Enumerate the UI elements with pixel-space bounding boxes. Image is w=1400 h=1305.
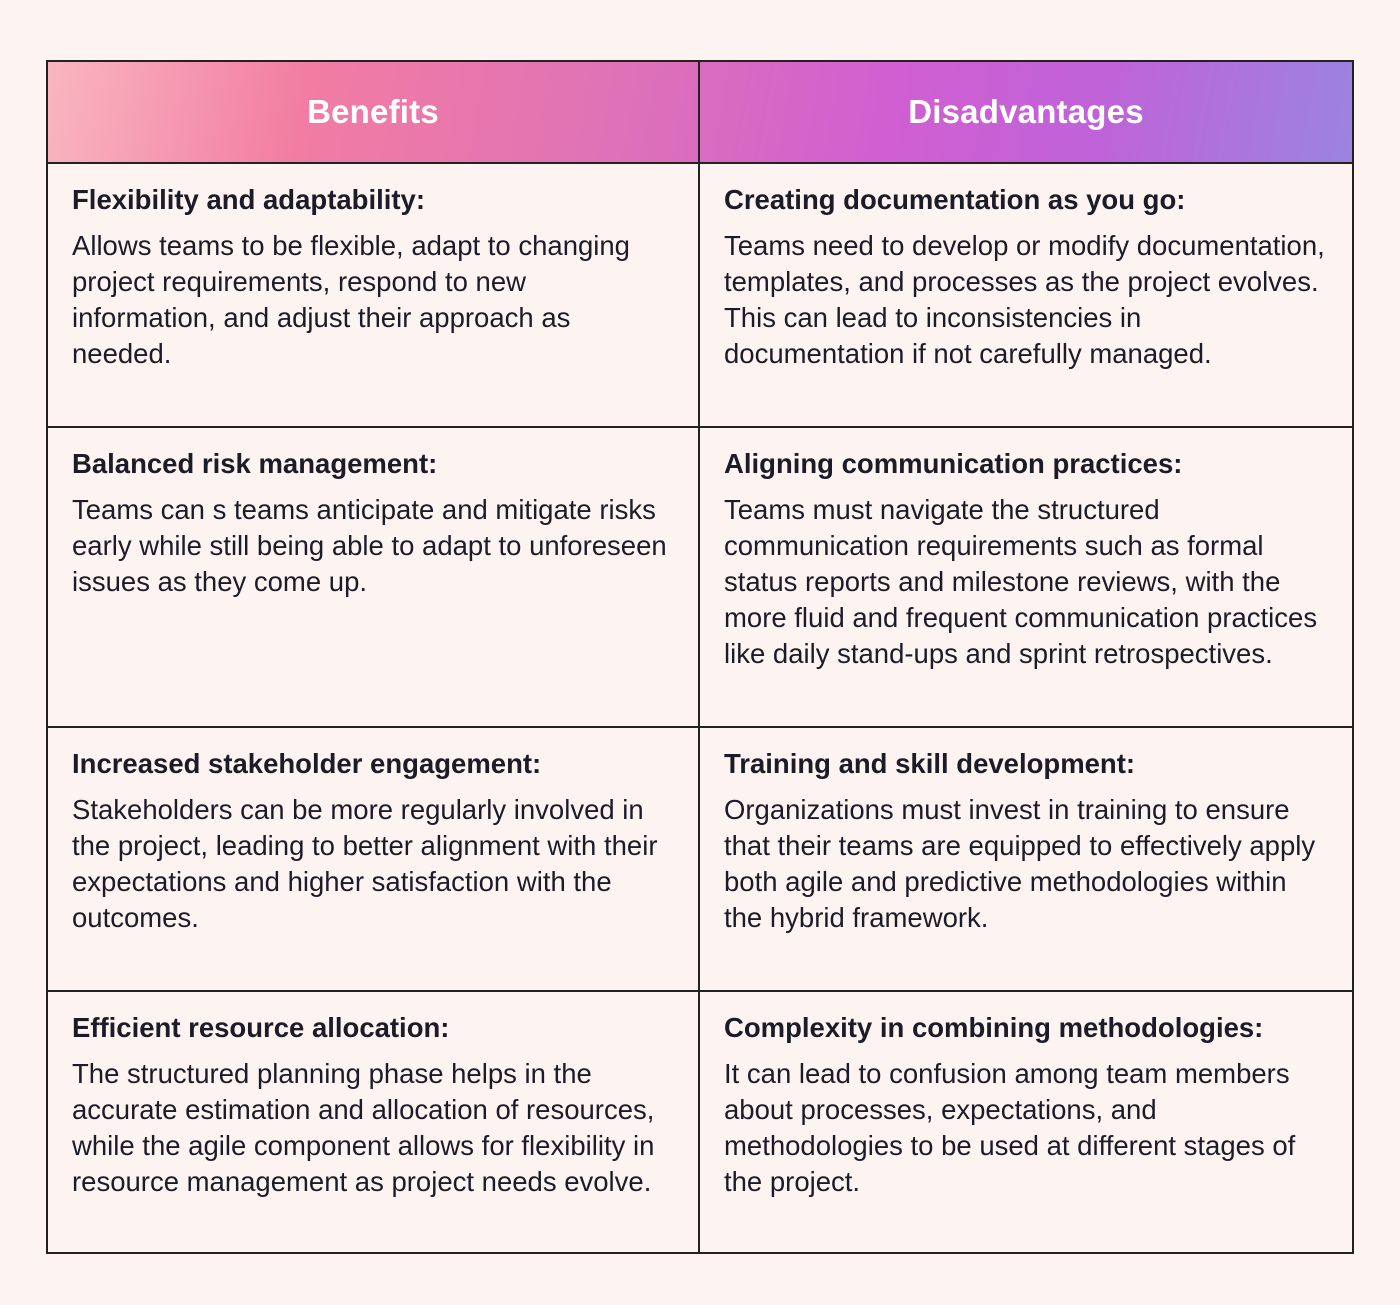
benefit-title: Efficient resource allocation:: [72, 1012, 450, 1043]
table-row: [48, 992, 1352, 1252]
disadvantage-cell: [700, 992, 1352, 1252]
disadvantage-title: Creating documentation as you go:: [724, 184, 1186, 215]
disadvantage-text: It can lead to confusion among team members about processes, expectations, and methodologies to be used at different stages of the project.: [724, 1058, 1296, 1197]
disadvantage-text: Teams need to develop or modify documentation, templates, and processes as the project evolves. This can lead to inconsistencies in documentation if not carefully managed.: [724, 230, 1325, 369]
disadvantage-text: Organizations must invest in training to ensure that their teams are equipped to effectively apply both agile and predictive methodologies within the hybrid framework.: [724, 794, 1316, 933]
disadvantage-cell: [700, 728, 1352, 990]
benefit-title: Increased stakeholder engagement:: [72, 748, 542, 779]
benefit-text: Stakeholders can be more regularly involved in the project, leading to better alignment with their expectations and higher satisfaction with the outcomes.: [72, 794, 658, 933]
table-row: [48, 428, 1352, 728]
benefit-title: Flexibility and adaptability:: [72, 184, 425, 215]
disadvantage-text: Teams must navigate the structured communication requirements such as formal status reports and milestone reviews, with the more fluid and frequent communication practices like daily stand-ups and sprint retrospectives.: [724, 494, 1318, 669]
benefit-cell: [48, 992, 700, 1252]
header-benefits: Benefits: [48, 62, 700, 162]
benefit-text: Teams can s teams anticipate and mitigate risks early while still being able to adapt to unforeseen issues as they come up.: [72, 494, 667, 597]
benefit-cell: [48, 164, 700, 426]
benefit-title: Balanced risk management:: [72, 448, 438, 479]
table-row: [48, 728, 1352, 992]
comparison-table: [46, 60, 1354, 1254]
disadvantage-title: Complexity in combining methodologies:: [724, 1012, 1264, 1043]
disadvantage-cell: [700, 428, 1352, 726]
benefit-cell: [48, 728, 700, 990]
benefit-text: The structured planning phase helps in the accurate estimation and allocation of resources, while the agile component allows for flexibility in resource management as project needs evolve.: [72, 1058, 655, 1197]
benefit-cell: [48, 428, 700, 726]
table-header: [48, 62, 1352, 164]
table-row: [48, 164, 1352, 428]
benefit-text: Allows teams to be flexible, adapt to changing project requirements, respond to new information, and adjust their approach as needed.: [72, 230, 630, 369]
header-disadvantages: Disadvantages: [908, 93, 1144, 130]
disadvantage-title: Training and skill development:: [724, 748, 1136, 779]
disadvantage-title: Aligning communication practices:: [724, 448, 1183, 479]
disadvantage-cell: [700, 164, 1352, 426]
